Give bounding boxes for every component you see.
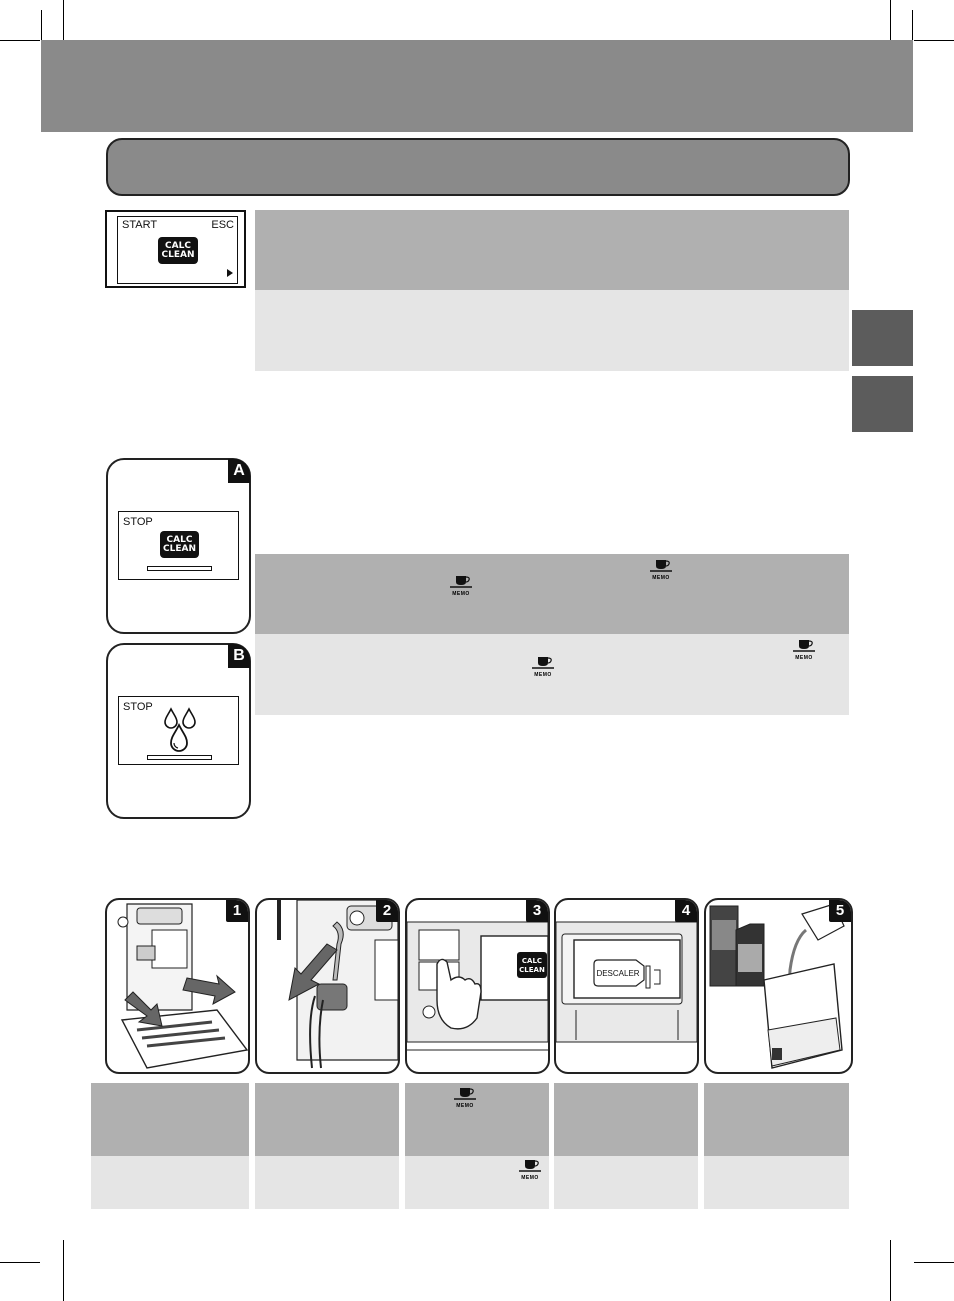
memo-button-icon: [448, 573, 474, 597]
panel-a: [106, 458, 251, 634]
memo-button-icon: [791, 637, 817, 661]
crop-mark: [41, 10, 42, 40]
step-4-band-light: [554, 1156, 698, 1209]
memo-button-icon: [452, 1085, 478, 1109]
crop-mark: [63, 1240, 64, 1301]
start-label: START: [122, 219, 158, 231]
progress-bar: [147, 755, 212, 760]
panel-b-screen: [118, 696, 239, 765]
step-3-number: 3: [526, 900, 548, 922]
esc-label: ESC: [211, 219, 234, 231]
step-5-number: 5: [829, 900, 851, 922]
step-5-panel: [704, 898, 853, 1074]
memo-button-icon: [517, 1157, 543, 1181]
water-drops-icon: [161, 707, 203, 753]
side-tab-lower: [852, 376, 913, 432]
stop-label: STOP: [123, 516, 153, 528]
calc-clean-badge: [160, 531, 199, 558]
badge-line2: CLEAN: [161, 249, 195, 260]
step-3-screen-line2: CLEAN: [519, 966, 545, 974]
memo-button-icon: [648, 557, 674, 581]
start-display-frame: [105, 210, 246, 288]
panel-a-screen: [118, 511, 239, 580]
step-2-number: 2: [376, 900, 398, 922]
section-title-pill: [106, 138, 850, 196]
badge-line1: CALC: [165, 240, 191, 251]
stop-label: STOP: [123, 701, 153, 713]
step-4-screen-text: DESCALER: [596, 969, 640, 978]
step-3-screen-line1: CALC: [521, 957, 543, 965]
crop-mark: [914, 1262, 954, 1263]
pour-descaler-illustration: [706, 900, 851, 1072]
memo-caption: MEMO: [534, 672, 552, 678]
step-2-band-dark: [255, 1083, 399, 1156]
memo-caption: MEMO: [652, 575, 670, 581]
press-memo-button-illustration: [407, 900, 548, 1072]
badge-line1: CALC: [166, 534, 193, 545]
crop-mark: [890, 1240, 891, 1301]
header-bar: [41, 40, 913, 132]
side-tab-upper: [852, 310, 913, 366]
text-band-2: [255, 290, 849, 371]
panel-b-letter: B: [228, 644, 250, 668]
start-display-screen: [117, 216, 238, 284]
crop-mark: [0, 1262, 40, 1263]
drip-tray-removal-illustration: [107, 900, 248, 1072]
crop-mark: [914, 40, 954, 41]
memo-caption: MEMO: [795, 655, 813, 661]
memo-button-icon: [530, 654, 556, 678]
step-4-panel: [554, 898, 699, 1074]
step-4-number: 4: [675, 900, 697, 922]
memo-caption: MEMO: [456, 1103, 474, 1109]
text-band-3: [255, 554, 849, 634]
progress-bar: [147, 566, 212, 571]
crop-mark: [0, 40, 40, 41]
step-2-panel: [255, 898, 400, 1074]
descaler-display-illustration: [556, 900, 697, 1072]
play-arrow-icon: [226, 268, 234, 278]
calc-clean-badge: [158, 237, 198, 264]
text-band-1: [255, 210, 849, 290]
panel-a-letter: A: [228, 459, 250, 483]
step-1-band-light: [91, 1156, 249, 1209]
step-4-band-dark: [554, 1083, 698, 1156]
step-1-band-dark: [91, 1083, 249, 1156]
crop-mark: [912, 10, 913, 40]
steam-wand-removal-illustration: [257, 900, 398, 1072]
step-5-band-dark: [704, 1083, 849, 1156]
step-1-number: 1: [226, 900, 248, 922]
step-5-band-light: [704, 1156, 849, 1209]
panel-b: [106, 643, 251, 819]
step-1-panel: [105, 898, 250, 1074]
step-3-panel: [405, 898, 550, 1074]
step-2-band-light: [255, 1156, 399, 1209]
memo-caption: MEMO: [521, 1175, 539, 1181]
badge-line2: CLEAN: [163, 543, 196, 554]
memo-caption: MEMO: [452, 591, 470, 597]
